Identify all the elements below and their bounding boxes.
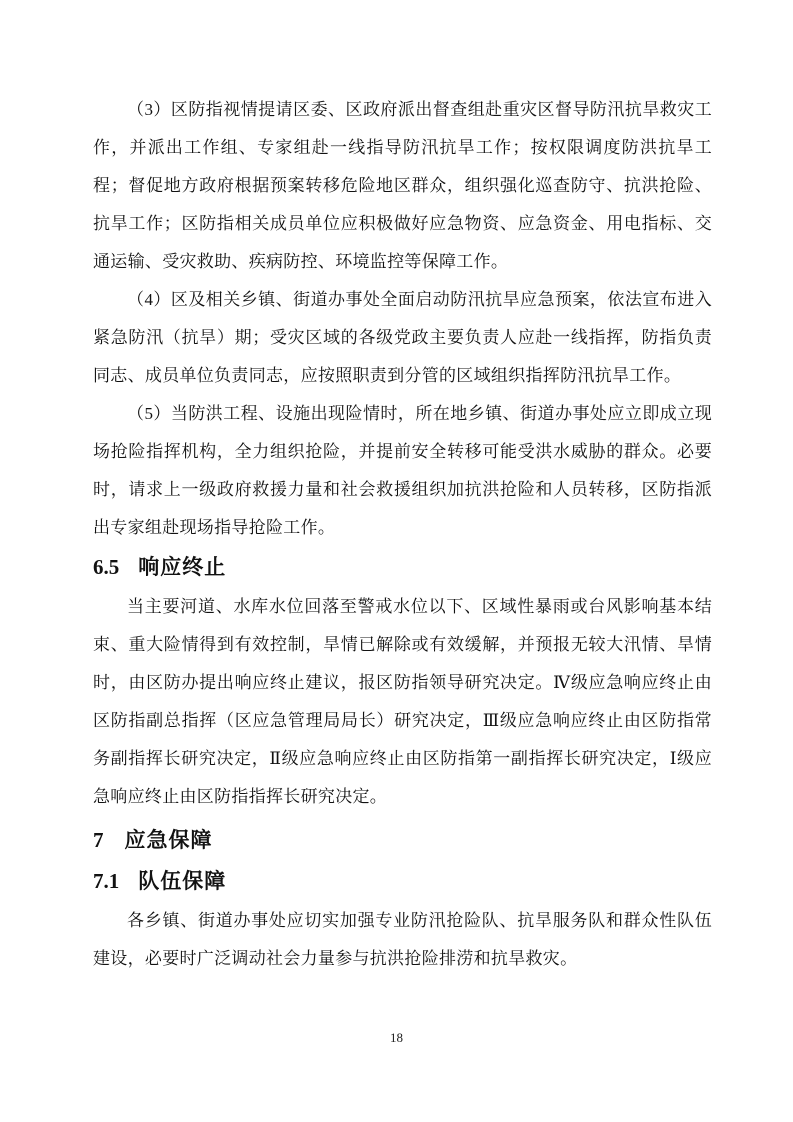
section-heading-7-1	[93, 861, 712, 902]
section-heading-6-5	[93, 547, 712, 588]
chapter-number: 7	[93, 828, 104, 852]
paragraph-response-termination: 当主要河道、水库水位回落至警戒水位以下、区域性暴雨或台风影响基本结束、重大险情得到有效控制，旱情已解除或有效缓解，并预报无较大汛情、旱情时，由区防办提出响应终止建议，报区防指领导研究决定。Ⅳ级应急响应终止由区防指副总指挥（区应急管理局局长）研究决定，Ⅲ级应急响应终止由区防指常务副指挥长研究决定，Ⅱ级应急响应终止由区防指第一副指挥长研究决定，Ⅰ级应急响应终止由区防指指挥长研究决定。	[93, 597, 712, 806]
paragraph-item-4: （4）区及相关乡镇、街道办事处全面启动防汛抗旱应急预案，依法宣布进入紧急防汛（抗旱）期；受灾区域的各级党政主要负责人应赴一线指挥，防指负责同志、成员单位负责同志，应按照职责到分管的区域组织指挥防汛抗旱工作。	[93, 290, 712, 385]
section-title: 响应终止	[138, 556, 227, 579]
document-body	[93, 91, 712, 978]
paragraph-team-support: 各乡镇、街道办事处应切实加强专业防汛抢险队、抗旱服务队和群众性队伍建设，必要时广泛调动社会力量参与抗洪抢险排涝和抗旱救灾。	[93, 911, 712, 968]
section-number: 6.5	[93, 555, 120, 579]
section-number: 7.1	[93, 869, 120, 893]
chapter-heading-7	[93, 816, 712, 861]
section-title: 队伍保障	[138, 870, 227, 893]
paragraph-item-5: （5）当防洪工程、设施出现险情时，所在地乡镇、街道办事处应立即成立现场抢险指挥机构，全力组织抢险，并提前安全转移可能受洪水威胁的群众。必要时，请求上一级政府救援力量和社会救援组织加抗洪抢险和人员转移，区防指派出专家组赴现场指导抢险工作。	[93, 404, 712, 537]
paragraph-item-3: （3）区防指视情提请区委、区政府派出督查组赴重灾区督导防汛抗旱救灾工作，并派出工作组、专家组赴一线指导防汛抗旱工作；按权限调度防洪抗旱工程；督促地方政府根据预案转移危险地区群众，组织强化巡查防守、抗洪抢险、抗旱工作；区防指相关成员单位应积极做好应急物资、应急资金、用电指标、交通运输、受灾救助、疾病防控、环境监控等保障工作。	[93, 100, 712, 271]
page-number: 18	[390, 1030, 403, 1045]
chapter-title: 应急保障	[124, 829, 213, 852]
